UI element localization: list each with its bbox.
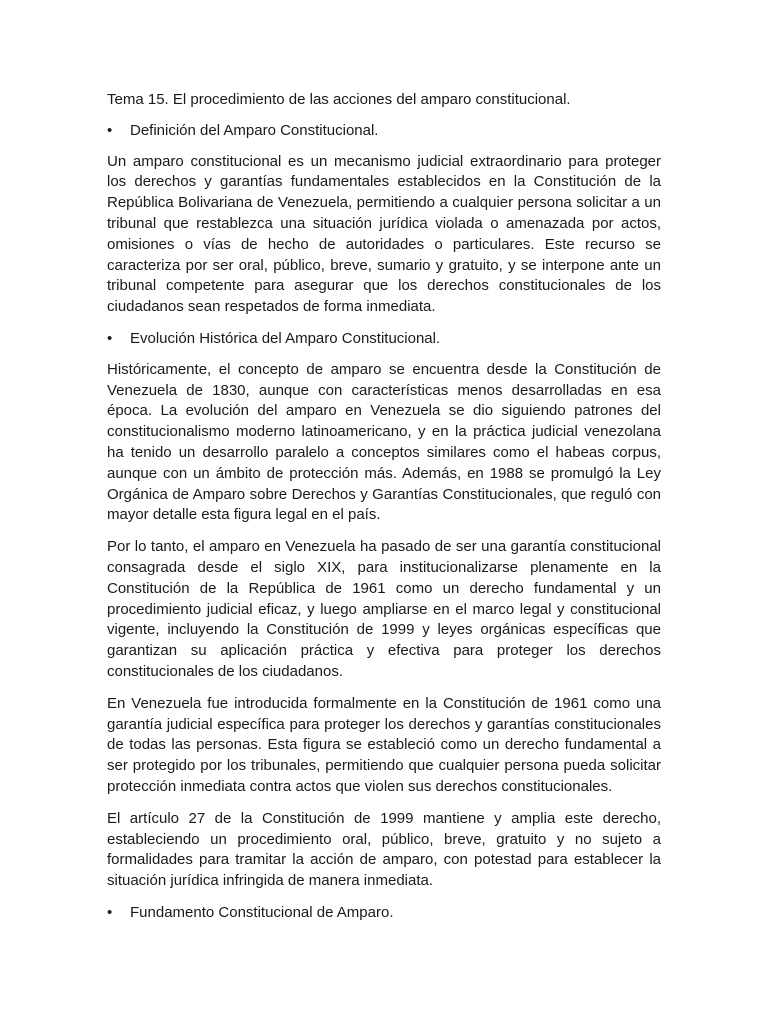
paragraph: En Venezuela fue introducida formalmente en la Constitución de 1961 como una garantía judicial específica para proteger los derechos y garantías constitucionales de todas las personas. Esta figura se estableció como un derecho fundamental a ser protegido por los tribunales, permitiendo que cualquier persona pueda solicitar protección inmediata contra actos que violen sus derechos constitucionales. — [107, 694, 661, 795]
bullet-item-evolucion — [107, 329, 661, 350]
paragraph: El artículo 27 de la Constitución de 1999 mantiene y amplia este derecho, estableciendo un procedimiento oral, público, breve, gratuito y no sujeto a formalidades para tramitar la acción de amparo, con potestad para establecer la situación jurídica infringida de manera inmediata. — [107, 809, 661, 890]
bullet-icon: • — [107, 121, 113, 139]
bullet-item-definicion — [107, 121, 661, 142]
bullet-icon: • — [107, 329, 113, 347]
paragraph: Por lo tanto, el amparo en Venezuela ha pasado de ser una garantía constitucional consagrada desde el siglo XIX, para institucionalizarse plenamente en la Constitución de la República de 1961 como un derecho fundamental y un procedimiento judicial eficaz, y luego ampliarse en el marco legal y constitucional vigente, incluyendo la Constitución de 1999 y leyes orgánicas específicas que garantizan su aplicación práctica y efectiva para proteger los derechos constitucionales de los ciudadanos. — [107, 538, 661, 680]
bullet-icon: • — [107, 903, 113, 921]
bullet-text: Evolución Histórica del Amparo Constitucional. — [130, 329, 441, 347]
paragraph: Históricamente, el concepto de amparo se encuentra desde la Constitución de Venezuela de 1830, aunque con características menos desarrolladas en esa época. La evolución del amparo en Venezuela se dio siguiendo patrones del constitucionalismo moderno latinoamericano, y en la práctica judicial venezolana ha tenido un desarrollo paralelo a conceptos similares como el habeas corpus, aunque con un ámbito de protección más. Además, en 1988 se promulgó la Ley Orgánica de Amparo sobre Derechos y Garantías Constitucionales, que reguló con mayor detalle esta figura legal en el país. — [107, 360, 661, 524]
document-title: Tema 15. El procedimiento de las acciones del amparo constitucional. — [107, 91, 571, 108]
paragraph: Un amparo constitucional es un mecanismo judicial extraordinario para proteger los derechos y garantías fundamentales establecidos en la Constitución de la República Bolivariana de Venezuela, permitiendo a cualquier persona solicitar a un tribunal que restablezca una situación jurídica violada o amenazada por actos, omisiones o vías de hecho de autoridades o particulares. Este recurso se caracteriza por ser oral, público, breve, sumario y gratuito, y se interpone ante un tribunal competente para asegurar que los derechos constitucionales de los ciudadanos sean respetados de forma inmediata. — [107, 152, 661, 316]
bullet-item-fundamento — [107, 903, 661, 924]
bullet-text: Fundamento Constitucional de Amparo. — [130, 903, 394, 921]
bullet-text: Definición del Amparo Constitucional. — [130, 121, 379, 139]
document-page — [107, 90, 661, 934]
